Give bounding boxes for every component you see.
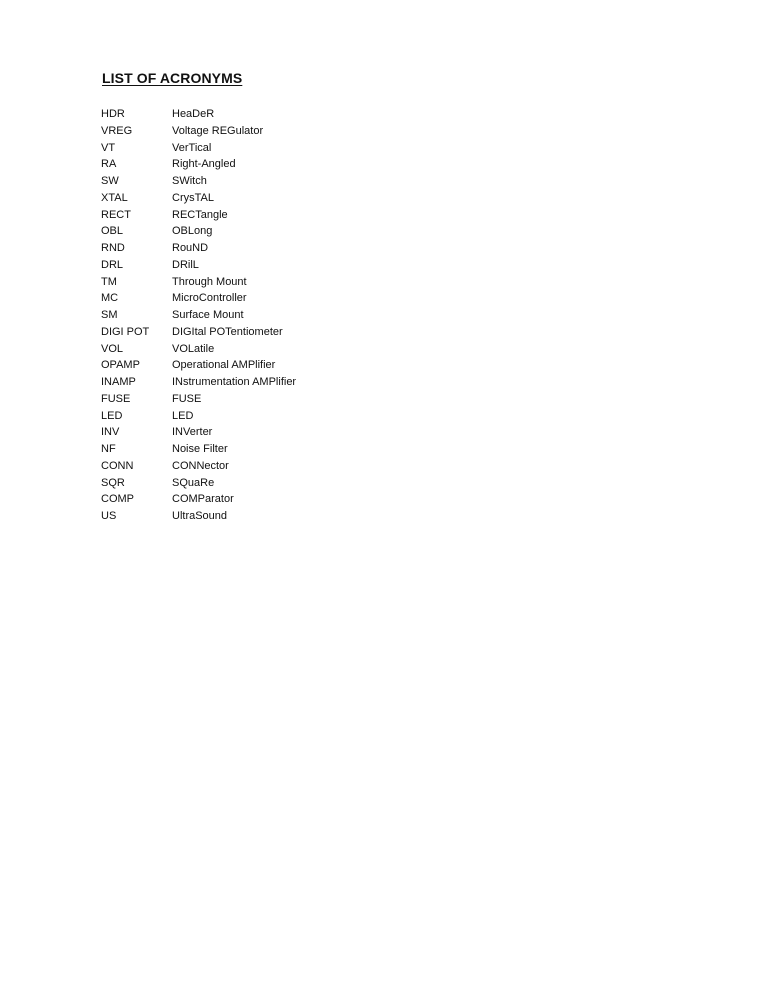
acronym-row (101, 475, 296, 492)
acronym-abbreviation: XTAL (101, 191, 128, 204)
acronym-meaning: CONNector (172, 459, 229, 472)
acronym-row (101, 156, 296, 173)
acronym-row (101, 140, 296, 157)
acronym-meaning: COMParator (172, 493, 234, 506)
acronym-row (101, 341, 296, 358)
acronym-row (101, 106, 296, 123)
acronym-abbreviation: RA (101, 158, 117, 171)
acronym-meaning: Voltage REGulator (172, 124, 264, 137)
acronym-row (101, 324, 296, 341)
acronym-abbreviation: HDR (101, 108, 125, 120)
acronym-meaning: DRilL (172, 258, 199, 271)
acronym-row (101, 424, 296, 441)
acronym-abbreviation: COMP (101, 493, 134, 506)
acronym-abbreviation: SQR (101, 476, 125, 489)
acronym-row (101, 190, 296, 207)
acronym-meaning: RECTangle (172, 208, 228, 221)
acronym-meaning: SWitch (172, 175, 207, 187)
acronym-meaning: INVerter (172, 426, 213, 439)
acronym-abbreviation: FUSE (101, 392, 131, 405)
acronym-abbreviation: CONN (101, 459, 134, 472)
acronym-row (101, 274, 296, 291)
acronym-abbreviation: INAMP (101, 376, 136, 388)
acronym-row (101, 173, 296, 190)
acronym-abbreviation: DIGI POT (101, 325, 150, 338)
acronym-abbreviation: VREG (101, 124, 133, 137)
acronym-row (101, 408, 296, 425)
acronym-meaning: LED (172, 409, 194, 422)
acronym-abbreviation: VT (101, 141, 116, 154)
acronym-abbreviation: INV (101, 426, 120, 439)
acronym-meaning: Through Mount (172, 275, 247, 288)
acronym-row (101, 458, 296, 475)
acronym-row (101, 223, 296, 240)
acronym-meaning: Right-Angled (172, 158, 236, 171)
acronym-abbreviation: SM (101, 309, 118, 321)
acronym-list (101, 106, 296, 525)
acronym-meaning: MicroController (172, 292, 247, 305)
acronym-abbreviation: TM (101, 275, 117, 288)
acronym-meaning: VerTical (172, 141, 212, 154)
acronym-abbreviation: LED (101, 409, 123, 422)
acronym-meaning: INstrumentation AMPlifier (172, 376, 297, 388)
acronym-row (101, 491, 296, 508)
acronym-meaning: Surface Mount (172, 309, 244, 321)
acronym-meaning: CrysTAL (172, 191, 214, 204)
acronym-abbreviation: VOL (101, 342, 124, 355)
acronym-abbreviation: MC (101, 292, 119, 305)
acronym-row (101, 207, 296, 224)
acronym-meaning: SQuaRe (172, 476, 215, 489)
acronym-meaning: UltraSound (172, 510, 228, 522)
acronym-meaning: HeaDeR (172, 108, 215, 120)
acronym-meaning: Operational AMPlifier (172, 359, 276, 372)
acronym-abbreviation: SW (101, 175, 119, 187)
acronym-meaning: FUSE (172, 392, 202, 405)
acronym-abbreviation: NF (101, 443, 116, 455)
acronym-row (101, 307, 296, 324)
acronym-row (101, 290, 296, 307)
acronym-meaning: OBLong (172, 225, 213, 238)
acronym-meaning: Noise Filter (172, 443, 228, 455)
acronym-row (101, 508, 296, 525)
acronym-row (101, 374, 296, 391)
acronym-abbreviation: OPAMP (101, 359, 140, 372)
acronym-row (101, 391, 296, 408)
acronym-row (101, 240, 296, 257)
acronym-meaning: DIGItal POTentiometer (172, 325, 283, 338)
acronym-meaning: RouND (172, 242, 209, 254)
page-title: LIST OF ACRONYMS (102, 70, 243, 86)
acronym-row (101, 257, 296, 274)
acronym-abbreviation: US (101, 510, 117, 522)
acronym-abbreviation: OBL (101, 225, 124, 238)
acronym-abbreviation: RND (101, 242, 125, 254)
acronym-row (101, 123, 296, 140)
acronym-abbreviation: RECT (101, 208, 131, 221)
acronym-row (101, 441, 296, 458)
acronym-row (101, 357, 296, 374)
acronym-meaning: VOLatile (172, 342, 215, 355)
acronym-abbreviation: DRL (101, 258, 124, 271)
